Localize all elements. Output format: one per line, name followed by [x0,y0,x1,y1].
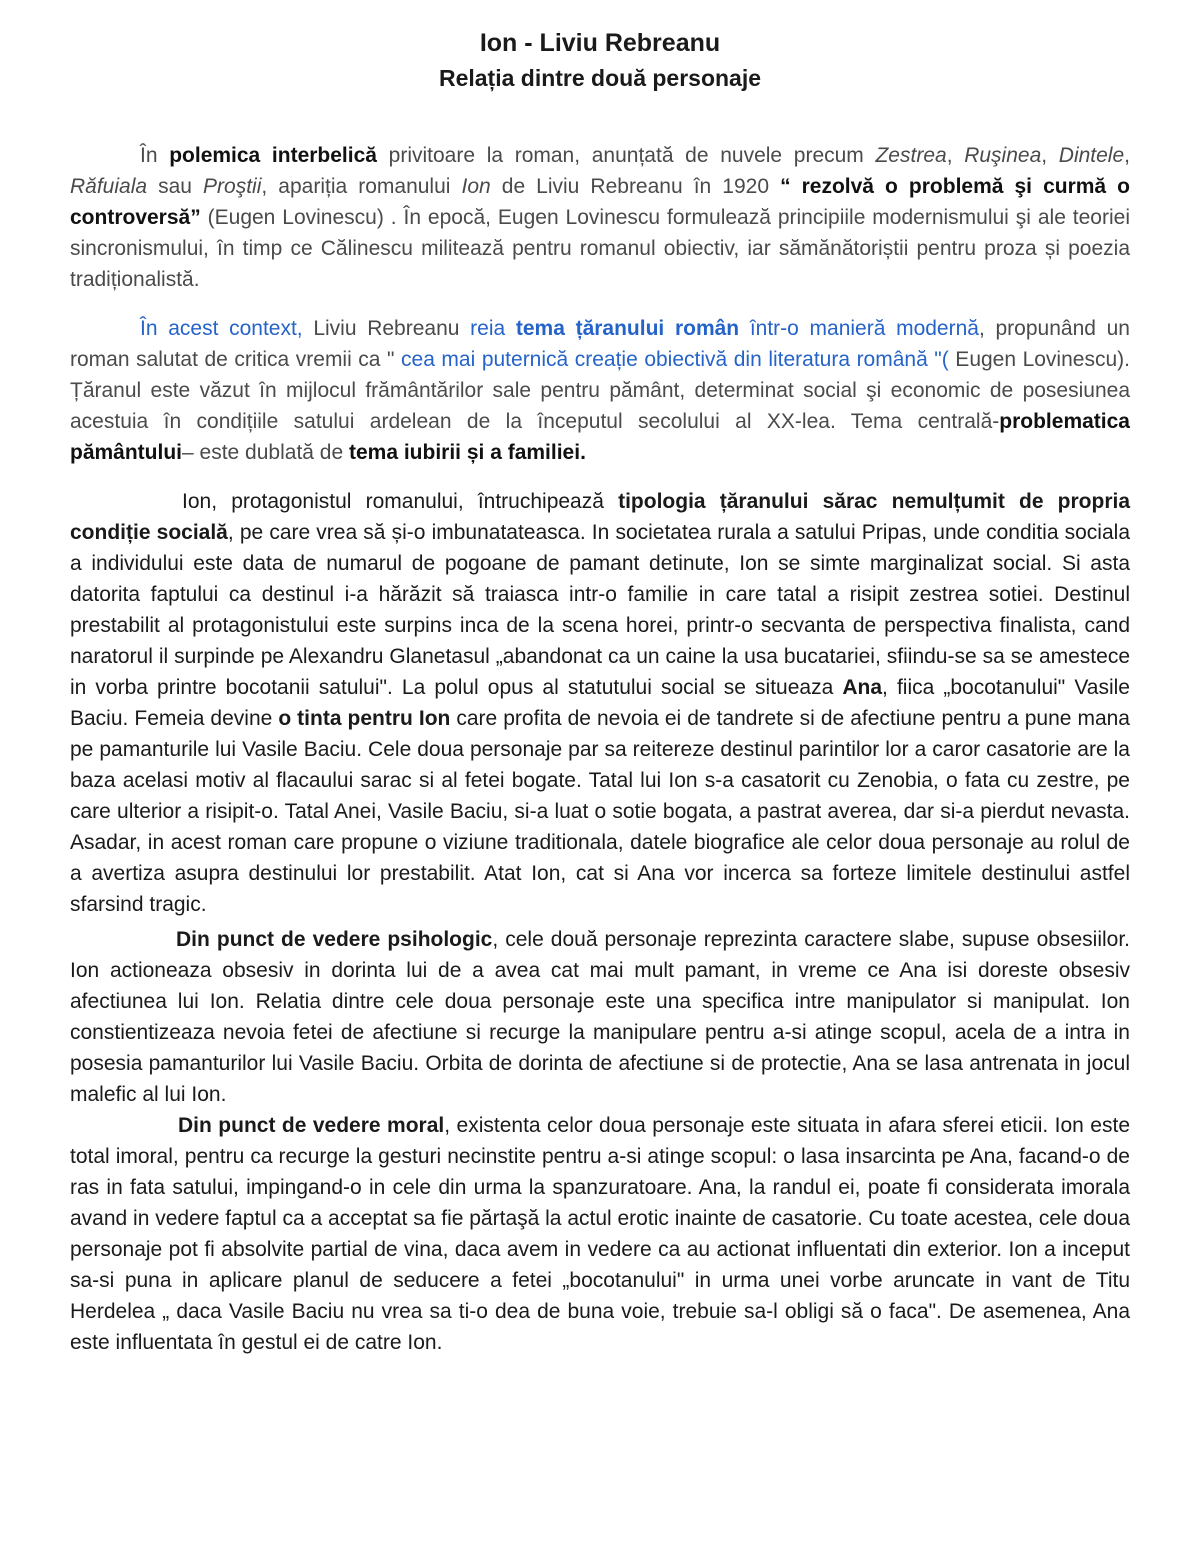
bold-phrase: problematica pământului [70,410,1130,464]
text-run: de Liviu Rebreanu în 1920 [490,175,781,198]
bold-phrase: tema iubirii și a familiei. [348,441,586,464]
highlighted-text: reia [470,317,516,340]
bold-phrase: Din punct de vedere moral [178,1114,445,1137]
text-run: sau [147,175,204,198]
text-run: , pe care vrea să și-o imbunatateasca. In societatea rurala a satului Pripas, unde conditia sociala a individului este data de numarul de pogoane de pamant detinute, Ion se simte marginalizat social. Si asta datorita faptului ca destinul i-a hărăzit să traiasca intr-o familie in care tatal a risipit zestrea sotiei. Destinul prestabilit al protagonistului este surpins inca de la scena horei, printr-o secvanta de perspectiva finalista, cand naratorul il surpinde pe Alexandru Glanetasul „abandonat ca un caine la usa bucatariei, sfiindu-se sa se amestece in vorba printre bocotanii satului". La polul opus al statutului social se situeaza [70,521,1130,699]
bold-phrase: polemica interbelică [169,144,377,167]
italic-title: Răfuiala [70,175,148,198]
paragraph-moral [70,1110,1130,1358]
text-run: Liviu Rebreanu [302,317,471,340]
text-run: , apariția romanului [261,175,462,198]
highlighted-text: într-o manieră modernă [739,317,979,340]
paragraph-protagonist [70,486,1130,920]
text-run: , [946,144,965,167]
paragraph-psychological [70,924,1130,1110]
document-subtitle: Relația dintre două personaje [438,65,762,91]
text-run: , [1041,144,1059,167]
text-run: Ion, protagonistul romanului, întruchipează [182,490,619,513]
italic-title: Ion [461,175,491,198]
paragraph-intro [70,140,1130,295]
bold-phrase: tipologia țăranului sărac nemulțumit de propria condiție socială [70,490,1131,544]
bold-phrase: o tinta pentru Ion [278,707,451,730]
italic-title: Dintele [1058,144,1125,167]
bold-phrase: Din punct de vedere psihologic [176,928,493,951]
bold-quote: “ rezolvă o problemă şi curmă o controversă” [70,175,1130,229]
highlighted-quote: cea mai puternică creație obiectivă din literatura română "( [401,348,949,371]
highlighted-text: În acest context, [140,317,303,340]
text-run: , cele două personaje reprezinta caractere slabe, supuse obsesiilor. Ion actioneaza obsesiv in dorinta lui de a avea cat mai mult pamant, in vreme ce Ana isi doreste obsesiv afectiunea lui Ion. Relatia dintre cele doua personaje este una specifica intre manipulator si manipulat. Ion constientizeaza nevoia fetei de afectiune si recurge la manipulare pentru a-si atinge scopul, acela de a intra in posesia pamanturilor lui Vasile Baciu. Orbita de dorinta de afectiune si de protectie, Ana se lasa antrenata in jocul malefic al lui Ion. [70,928,1131,1106]
text-run: , [1124,144,1130,167]
text-run: – este dublată de [182,441,349,464]
bold-highlight: tema țăranului român [515,317,740,340]
italic-title: Zestrea [875,144,947,167]
paragraph-context [70,313,1130,468]
document-title: Ion - Liviu Rebreanu [479,29,721,57]
italic-title: Proştii [203,175,262,198]
text-run: , propunând un roman salutat de critica vremii ca " [70,317,1130,371]
bold-phrase: Ana [842,676,883,699]
text-run: , existenta celor doua personaje este situata in afara sferei eticii. Ion este total imoral, pentru ca recurge la gesturi necinstite pentru a-si atinge scopul: o lasa insarcinta pe Ana, facand-o de ras in fata satului, impingand-o in cele din urma la spanzuratoare. Ana, la randul ei, poate fi considerata imorala avand in vedere faptul ca a acceptat sa fie părtaşă la actul erotic inainte de casatorie. Cu toate acestea, cele doua personaje pot fi absolvite partial de vina, daca avem in vedere ca au actionat influentati din exterior. Ion a inceput sa-si puna in aplicare planul de seducere a fetei „bocotanului" in urma unei vorbe aruncate in vant de Titu Herdelea „ daca Vasile Baciu nu vrea sa ti-o dea de buna voie, trebuie sa-l obligi să o faca". De asemenea, Ana este influentata în gestul ei de catre Ion. [70,1114,1130,1354]
text-run: privitoare la roman, anunțată de nuvele precum [376,144,876,167]
text-run: Eugen Lovinescu). Țăranul este văzut în mijlocul frământărilor sale pentru pământ, determinat social şi economic de posesiunea acestuia în condițiile satului ardelean de la începutul secolului al XX-lea. Tema centrală- [70,348,1130,433]
text-run: În [140,144,170,167]
text-run: care profita de nevoia ei de tandrete si de afectiune pentru a pune mana pe pamanturile lui Vasile Baciu. Cele doua personaje par sa reitereze destinul parintilor lor a caror casatorie are la baza acelasi motiv al flacaului sarac si al fetei bogate. Tatal lui Ion s-a casatorit cu Zenobia, o fata cu zestre, pe care ulterior a risipit-o. Tatal Anei, Vasile Baciu, si-a luat o sotie bogata, a pastrat averea, dar si-a pierdut nevasta. Asadar, in acest roman care propune o viziune traditionala, datele biografice ale celor doua personaje au rolul de a avertiza asupra destinului lor prestabilit. Atat Ion, cat si Ana vor incerca sa forteze limitele destinului astfel sfarsind tragic. [70,707,1130,916]
text-run: (Eugen Lovinescu) . În epocă, Eugen Lovinescu formulează principiile modernismului şi ale teoriei sincronismului, în timp ce Călinescu militează pentru romanul obiectiv, iar sămănătoriștii pentru proza și poezia tradiționalistă. [70,206,1130,291]
text-run: , fiica „bocotanului" Vasile Baciu. Femeia devine [70,676,1130,730]
italic-title: Ruşinea [964,144,1042,167]
document-page [70,26,1130,1358]
